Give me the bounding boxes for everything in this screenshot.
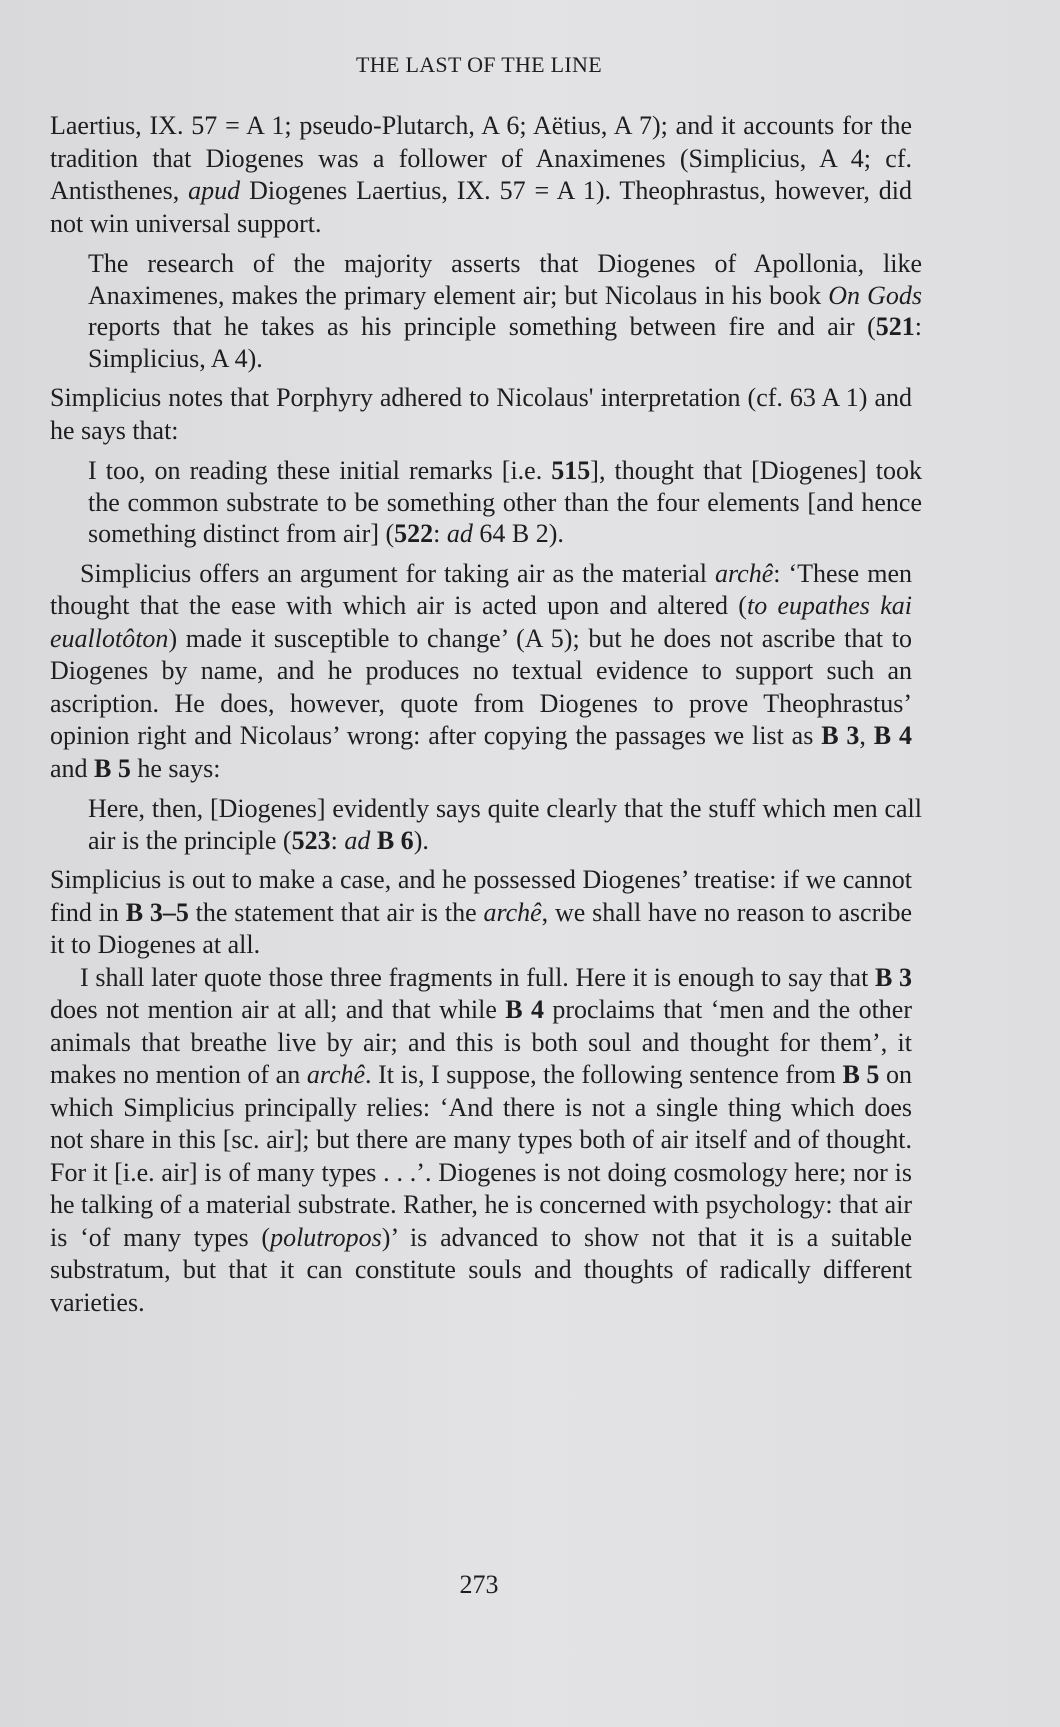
text-run: Simplicius is out to make a case, and he possessed Diogenes’ treatise: if we cannot find in [50, 865, 912, 927]
text-run: he says: [130, 753, 221, 783]
italic-term: ad [344, 825, 371, 855]
text-run: Here, then, [Diogenes] evidently says quite clearly that the stuff which men call air is the principle ( [88, 794, 922, 855]
text-run: The research of the majority asserts that Diogenes of Apollonia, like Anaximenes, makes the primary element air; but Nicolaus in his book [88, 249, 922, 310]
italic-term: to eupathes kai euallotôton [50, 591, 912, 653]
text-run: ) made it susceptible to change’ (A 5); but he does not ascribe that to Diogenes by name, and he produces no textual evidence to support such an ascription. He does, however, quote from Diogenes to prove Theophrastus’ opinion right and Nicolaus’ wrong: after copying the passages we list as [50, 623, 912, 750]
text-run: on which Simplicius principally relies: ‘And there is not a single thing which does not share in this [sc. air]; but there are many types both of air itself and of thought. For it [i.e. air] is of many types . . .’. Diogenes is not doing cosmology here; nor is he talking of a material substrate. Rather, he is concerned with psychology: that air is ‘of many types ( [50, 1060, 912, 1252]
text-run: proclaims that ‘men and the other animals that breathe live by air; and this is both soul and thought for them’, it makes no mention of an [50, 995, 913, 1089]
text-run: , we shall have no reason to ascribe it to Diogenes at all. [50, 897, 913, 959]
text-run: Simplicius offers an argument for taking air as the material [80, 558, 716, 588]
italic-term: On Gods [828, 280, 922, 310]
italic-term: archê [715, 558, 774, 588]
text-run: . It is, I suppose, the following sentence from [365, 1060, 843, 1089]
bold-ref: 515 [551, 456, 591, 485]
text-run: , [859, 721, 874, 750]
italic-term: apud [188, 176, 241, 205]
text-run: Laertius, IX. 57 = A 1; pseudo-Plutarch, A 6; Aëtius, A 7); and it accounts for the tradition that Diogenes was a follower of Anaximenes (Simplicius, A 4; cf. Antisthenes, [50, 111, 912, 205]
text-run: : [330, 825, 345, 855]
text-run: 64 B 2). [472, 519, 564, 548]
text-run: and [50, 753, 95, 783]
body-text [50, 110, 922, 1319]
bold-ref: 521 [875, 312, 915, 341]
quotation-522 [88, 455, 922, 550]
bold-ref: B 4 [505, 995, 545, 1024]
text-run: : Simplicius, A 4). [88, 312, 922, 373]
bold-ref: B 4 [873, 721, 913, 750]
text-run: : [433, 519, 447, 548]
italic-term: archê [306, 1060, 366, 1089]
bold-ref: 522 [394, 519, 434, 548]
bold-ref: B 5 [842, 1060, 880, 1089]
bold-ref: B 3–5 [125, 897, 189, 927]
text-run: I shall later quote those three fragments in full. Here it is enough to say that [80, 962, 875, 992]
text-run: ). [413, 825, 429, 855]
paragraph-three-fragments [50, 962, 912, 1320]
italic-term: polutropos [270, 1222, 382, 1252]
paragraph-simplicius-case [50, 864, 912, 962]
quotation-521 [88, 248, 922, 374]
bold-ref: B 3 [874, 962, 913, 992]
text-run: the statement that air is the [188, 897, 484, 927]
italic-term: archê [483, 897, 542, 927]
text-run: : ‘These men thought that the ease with which air is acted upon and altered ( [50, 558, 912, 620]
page-number: 273 [459, 1570, 499, 1599]
bold-ref: 523 [291, 825, 331, 855]
text-run: I too, on reading these initial remarks [i.e. [88, 456, 552, 485]
bold-ref: B 3 [821, 721, 860, 750]
paragraph-simplicius-porphyry [50, 382, 912, 447]
text-run: does not mention air at all; and that while [50, 995, 506, 1024]
text-run: reports that he takes as his principle something between fire and air ( [88, 312, 876, 341]
text-run: ], thought that [Diogenes] took the common substrate to be something other than the four elements [and hence something distinct from air] ( [88, 456, 922, 548]
text-run: Simplicius notes that Porphyry adhered to Nicolaus' interpretation (cf. 63 A 1) and he says that: [50, 383, 912, 445]
running-head: THE LAST OF THE LINE [356, 52, 602, 77]
text-run: Diogenes Laertius, IX. 57 = A 1). Theophrastus, however, did not win universal support. [50, 176, 913, 238]
bold-ref: B 5 [94, 753, 131, 783]
quotation-523 [88, 793, 922, 856]
text-run: )’ is advanced to show not that it is a suitable substratum, but that it can constitute souls and thoughts of radically different varieties. [50, 1222, 912, 1317]
paragraph-simplicius-argument [50, 558, 912, 786]
paragraph-intro [50, 110, 912, 240]
italic-term: ad [446, 519, 473, 548]
bold-ref: B 6 [376, 825, 414, 855]
